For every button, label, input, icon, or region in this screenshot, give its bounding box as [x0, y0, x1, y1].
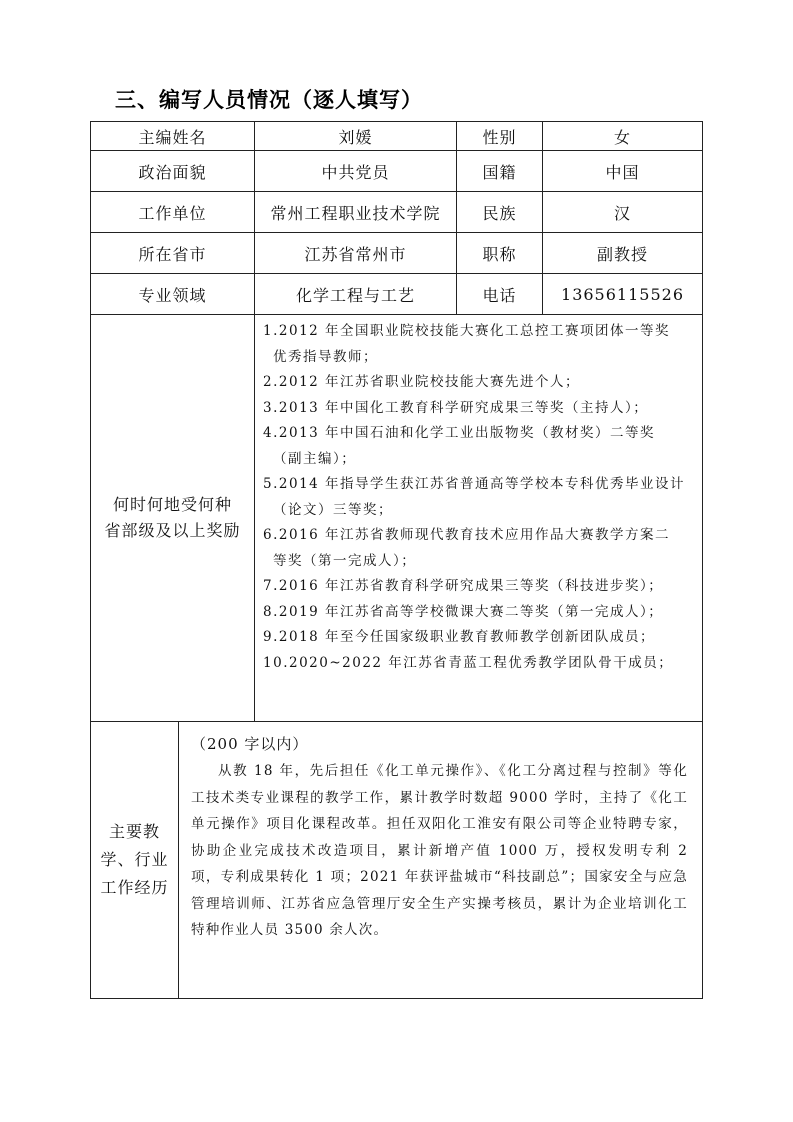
award-item: 2.2012 年江苏省职业院校技能大赛先进个人；: [263, 374, 581, 390]
label-field: 专业领域: [91, 274, 255, 315]
form-row-awards: [91, 315, 703, 722]
label-experience: [91, 722, 179, 999]
form-row-political: [91, 151, 703, 192]
form-row-field: [91, 274, 703, 315]
label-gender: 性别: [457, 122, 543, 151]
label-awards: [91, 315, 255, 722]
award-item: 7.2016 年江苏省教育科学研究成果三等奖（科技进步奖）；: [263, 578, 664, 594]
award-item: 9.2018 年至今任国家级职业教育教师教学创新团队成员；: [263, 629, 656, 645]
form-row-location: [91, 233, 703, 274]
label-phone: 电话: [457, 274, 543, 315]
label-title: 职称: [457, 233, 543, 274]
value-employer: 常州工程职业技术学院: [255, 192, 457, 233]
award-item: 5.2014 年指导学生获江苏省普通高等学校本专科优秀毕业设计: [263, 476, 686, 492]
label-awards-line1: 何时何地受何种: [113, 495, 233, 514]
value-gender: 女: [543, 122, 703, 151]
award-item: 优秀指导教师；: [273, 348, 379, 365]
label-employer: 工作单位: [91, 192, 255, 233]
value-nationality: 中国: [543, 151, 703, 192]
form-row-employer: [91, 192, 703, 233]
value-phone: 13656115526: [543, 274, 703, 315]
award-item: （论文）三等奖；: [273, 501, 394, 518]
value-location: 江苏省常州市: [255, 233, 457, 274]
word-limit-note: （200 字以内）: [191, 735, 309, 753]
personnel-form-table: [90, 121, 703, 999]
label-political-status: 政治面貌: [91, 151, 255, 192]
label-experience-line2: 学、行业: [100, 850, 169, 869]
value-chief-editor: 刘媛: [255, 122, 457, 151]
form-row-experience: [91, 722, 703, 999]
value-field: 化学工程与工艺: [255, 274, 457, 315]
award-item: （副主编）；: [273, 450, 357, 467]
section-heading: 三、编写人员情况（逐人填写）: [115, 88, 423, 112]
experience-paragraph: 从教 18 年，先后担任《化工单元操作》、《化工分离过程与控制》等化工技术类专业课程的教学工作，累计教学时数超 9000 学时，主持了《化工单元操作》项目化课程改革。担任双阳化工淮安有限公司等企业特聘专家，协助企业完成技术改造项目，累计新增产值 1000 万，授权发明专利 2 项，专利成果转化 1 项；2021 年获评盐城市“科技副总”；国家安全与应急管理培训师、江苏省应急管理厅安全生产实操考核员，累计为企业培训化工特种作业人员 3500 余人次。: [191, 763, 689, 938]
label-nationality: 国籍: [457, 151, 543, 192]
label-experience-line3: 工作经历: [100, 878, 169, 897]
label-location: 所在省市: [91, 233, 255, 274]
value-title: 副教授: [543, 233, 703, 274]
award-item: 8.2019 年江苏省高等学校微课大赛二等奖（第一完成人）；: [263, 603, 664, 620]
label-chief-editor: 主编姓名: [91, 122, 255, 151]
award-item: 等奖（第一完成人）；: [273, 552, 417, 569]
form-row-name: [91, 122, 703, 151]
award-item: 4.2013 年中国石油和化学工业出版物奖（教材奖）二等奖: [263, 425, 656, 441]
awards-list: [255, 315, 703, 722]
label-ethnicity: 民族: [457, 192, 543, 233]
label-awards-line2: 省部级及以上奖励: [104, 521, 241, 540]
award-item: 3.2013 年中国化工教育科学研究成果三等奖（主持人）；: [263, 399, 649, 416]
value-political-status: 中共党员: [255, 151, 457, 192]
value-ethnicity: 汉: [543, 192, 703, 233]
experience-content: [179, 722, 703, 999]
award-item: 10.2020~2022 年江苏省青蓝工程优秀教学团队骨干成员；: [263, 654, 674, 671]
award-item: 1.2012 年全国职业院校技能大赛化工总控工赛项团体一等奖: [263, 323, 671, 339]
label-experience-line1: 主要教: [108, 822, 160, 841]
award-item: 6.2016 年江苏省教师现代教育技术应用作品大赛教学方案二: [263, 527, 671, 543]
